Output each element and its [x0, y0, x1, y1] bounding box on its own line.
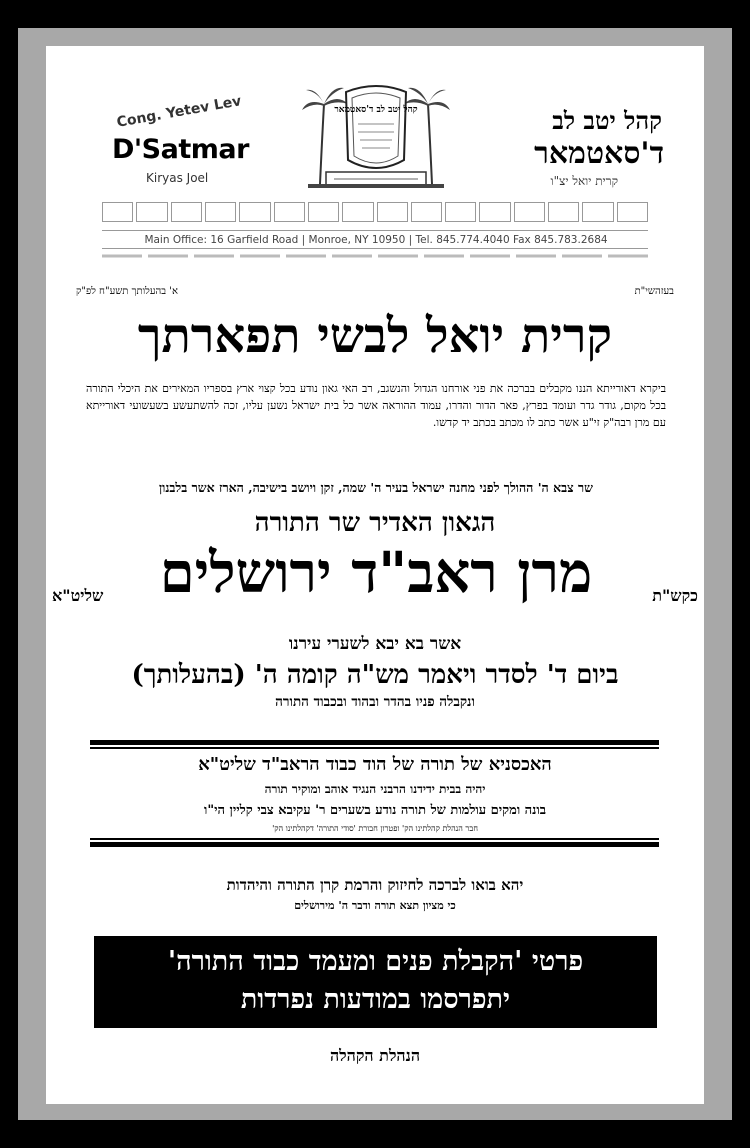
- institution-box: [479, 202, 510, 222]
- institution-box: [514, 202, 545, 222]
- notice-box: [94, 936, 657, 1028]
- institution-box: [308, 202, 339, 222]
- institutions-fineprint: [102, 252, 648, 260]
- guest-prefix: כקש"ת: [652, 586, 698, 605]
- institution-box: [617, 202, 648, 222]
- office-address: Main Office: 16 Garfield Road | Monroe, NY 10950 | Tel. 845.774.4040 Fax 845.783.2684: [144, 234, 608, 246]
- date-left: א' בהעלותך תשע"ח לפ"ק: [76, 286, 178, 297]
- poster-title: קרית יואל לבשי תפארתך: [137, 308, 613, 364]
- subline: שר צבא ה' ההולך לפני מחנה ישראל בעיר ה' שמה, זקן ויושב בישיבה, הארז אשר בלבנון: [158, 480, 594, 495]
- verse-line: כי מציון תצא תורה ודבר ה' מירושלים: [294, 899, 456, 912]
- institution-box: [102, 202, 133, 222]
- institution-box: [445, 202, 476, 222]
- notice-line1: פרטי 'הקבלת פנים ומעמד כבוד התורה': [167, 946, 584, 977]
- arrival-line: אשר בא יבא לשערי עירנו: [288, 634, 462, 654]
- thick-rule: [90, 842, 659, 847]
- blessing-line: יהא בואו לברכה לחיזוק והרמת קרן התורה והיהדות: [226, 876, 524, 894]
- letterhead-en-main: D'Satmar: [112, 134, 249, 165]
- intro-paragraph: ביקרא דאורייתא הננו מקבלים בברכה את פני אורחנו הגדול והנשגב, רב האי גאון נודע בכל קצוי ארץ בספריו המאירים את היכלי התורה בכל מקום, גודר גדר ועומד בפרץ, פאר הדור והדרו, עמוד ההוראה אשר כל בית ישראל נשען עליו, זכה להשתעשע בשעשועי דאורייתא עם מרן רבה"ק זי"ע אשר כתב לו מכתב בכתב יד קדשו.: [86, 382, 666, 429]
- guest-suffix: שליט"א: [52, 586, 104, 605]
- thin-rule: [90, 747, 659, 749]
- institution-box: [548, 202, 579, 222]
- institution-box: [205, 202, 236, 222]
- gaon-title: הגאון האדיר שר התורה: [254, 508, 496, 538]
- letterhead-he-sub: קרית יואל יצ"ו: [550, 174, 618, 188]
- institution-box: [377, 202, 408, 222]
- arrival-date: ביום ד' לסדר ויאמר מש"ה קומה ה' (בהעלותך): [131, 660, 619, 690]
- institution-box: [239, 202, 270, 222]
- date-right: בעזהשי"ת: [634, 286, 674, 297]
- notice-line2: יתפרסמו במודעות נפרדות: [240, 984, 511, 1015]
- divider: [102, 230, 648, 231]
- signature: הנהלת הקהלה: [329, 1046, 421, 1065]
- institution-box: [171, 202, 202, 222]
- hosting-line1: יהיה בבית ידידנו הרבני הנגיד אוהב ומוקיר תורה: [264, 782, 486, 796]
- hosting-title: האכסניא של תורה של הוד כבוד הראב"ד שליט"א: [198, 754, 552, 775]
- letterhead-en-cong: Cong. Yetev Lev: [115, 93, 243, 131]
- letterhead-he-top: קהל יטב לב: [552, 106, 662, 135]
- reception-line: ונקבלה פניו בהדר ובהוד ובכבוד התורה: [275, 694, 475, 710]
- institution-box: [274, 202, 305, 222]
- letterhead-en-sub: Kiryas Joel: [146, 171, 209, 185]
- congregation-crest-logo: [298, 80, 454, 196]
- poster: [46, 46, 704, 1104]
- letterhead-he-main: ד'סאטמאר: [534, 136, 664, 171]
- institution-box: [136, 202, 167, 222]
- hosting-note: חבר הנהלת קהלתינו הק' ופטרון חבורת 'סודי התורה' דקהלתינו הק': [272, 824, 478, 833]
- institution-boxes: [102, 202, 648, 222]
- thin-rule: [90, 838, 659, 840]
- guest-name: מרן ראב"ד ירושלים: [159, 540, 593, 606]
- hosting-line2: בונה ומקים עולמות של תורה נודע בשערים ר' עקיבא צבי קליין הי"ו: [204, 803, 546, 818]
- institution-box: [342, 202, 373, 222]
- thick-rule: [90, 740, 659, 745]
- svg-text:קהל יטב לב ד'סאטמאר: קהל יטב לב ד'סאטמאר: [334, 105, 418, 115]
- divider: [102, 248, 648, 249]
- institution-box: [582, 202, 613, 222]
- institution-box: [411, 202, 442, 222]
